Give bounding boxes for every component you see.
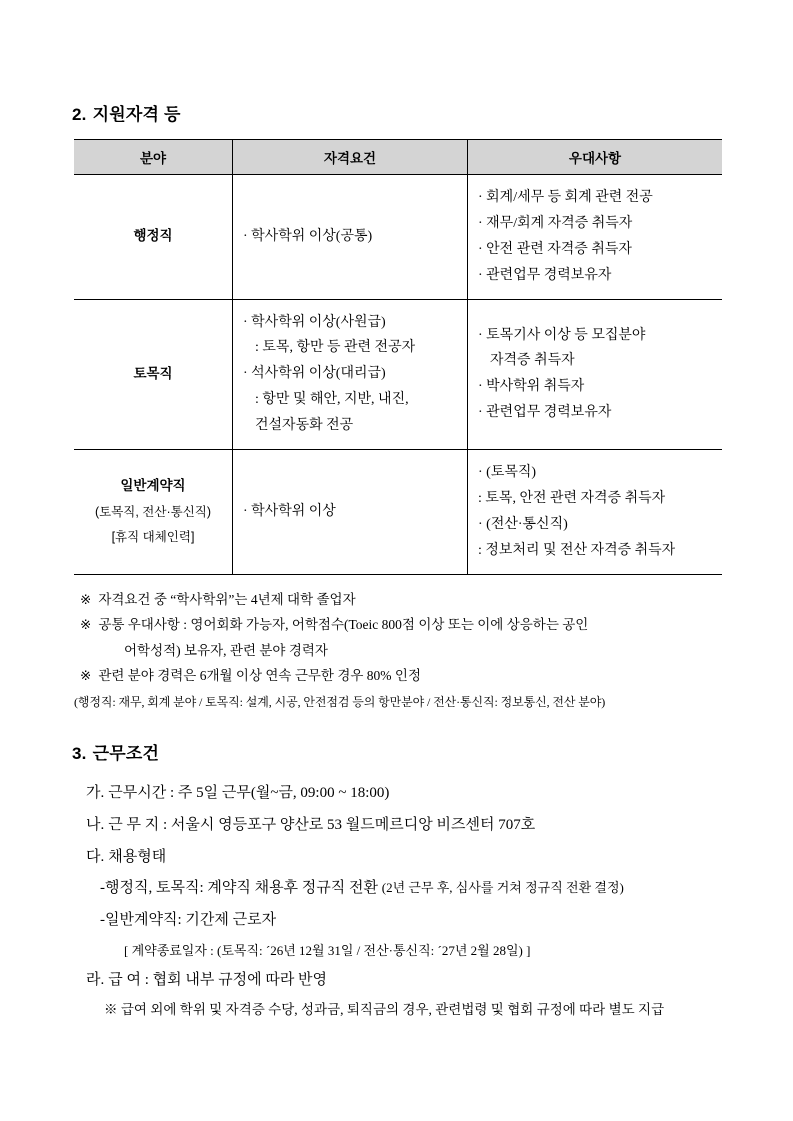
preference-line: · 관련업무 경력보유자 <box>478 267 612 283</box>
requirement-line: · 학사학위 이상(사원급) <box>243 314 386 330</box>
row-requirements-civil <box>233 299 468 449</box>
preference-line: · (전산·통신직) <box>478 516 568 532</box>
condition-text: 채용형태 <box>108 848 167 865</box>
salary-note: ※ 급여 외에 학위 및 자격증 수당, 성과금, 퇴직금의 경우, 관련법령 및 협회 규정에 따라 별도 지급 <box>104 1002 665 1018</box>
table-row <box>74 450 722 575</box>
field-label: 행정직 <box>133 228 173 244</box>
note-text: 관련 분야 경력은 6개월 이상 연속 근무한 경우 80% 인정 <box>98 668 422 684</box>
note-item <box>80 588 721 612</box>
note-parenthetical: (행정직: 재무, 회계 분야 / 토목직: 설계, 시공, 안전점검 등의 항만분야 / 전산·통신직: 정보통신, 전산 분야) <box>74 695 606 710</box>
row-preferences-civil <box>468 299 723 449</box>
dash-mark: - <box>100 912 105 929</box>
work-conditions-list <box>86 778 721 1025</box>
preference-line: : 정보처리 및 전산 자격증 취득자 <box>478 542 676 558</box>
preference-line: 자격증 취득자 <box>490 353 575 369</box>
field-sublabel-2: [휴직 대체인력] <box>111 530 195 545</box>
note-item <box>80 664 721 688</box>
row-field-contract <box>74 450 233 575</box>
field-label: 토목직 <box>133 365 173 381</box>
row-preferences-contract <box>468 450 723 575</box>
condition-item <box>86 965 721 997</box>
note-mark-icon: ※ <box>80 591 92 607</box>
condition-label: 다. <box>86 848 105 865</box>
preference-line: · 관련업무 경력보유자 <box>478 405 612 421</box>
note-text: 공통 우대사항 : 영어회화 가능자, 어학점수(Toeic 800점 이상 또는 이에 상응하는 공인 <box>98 617 589 633</box>
preference-line: · 회계/세무 등 회계 관련 전공 <box>478 190 653 205</box>
requirement-line: : 토목, 항만 등 관련 전공자 <box>255 340 416 356</box>
row-requirements-contract <box>233 450 468 575</box>
condition-item <box>86 778 721 810</box>
preference-line: · 안전 관련 자격증 취득자 <box>478 241 632 257</box>
note-continuation: 어학성적) 보유자, 관련 분야 경력자 <box>124 642 328 658</box>
row-requirements-admin <box>233 175 468 300</box>
field-label: 일반계약직 <box>120 478 186 494</box>
table-header-preferences: 우대사항 <box>468 140 723 175</box>
dash-text-small: (2년 근무 후, 심사를 거쳐 정규직 전환 결정) <box>381 880 624 896</box>
requirement-line: · 석사학위 이상(대리급) <box>243 366 386 382</box>
qualification-notes <box>74 588 721 714</box>
requirement-line: : 항만 및 해안, 지반, 내진, <box>255 392 409 408</box>
contract-end-date-note: [ 계약종료일자 : (토목직: ´26년 12월 31일 / 전산·통신직: ´27년 2월 28일) ] <box>124 943 531 959</box>
condition-item <box>86 810 721 842</box>
section-3 <box>72 739 721 1025</box>
note-item <box>80 613 721 637</box>
preference-line: · (토목직) <box>478 465 537 481</box>
requirement-line: · 학사학위 이상 <box>243 503 336 519</box>
row-field-civil <box>74 299 233 449</box>
requirement-line: 건설자동화 전공 <box>255 418 354 434</box>
table-row <box>74 175 722 300</box>
section-3-heading-text: 근무조건 <box>92 744 160 764</box>
note-text: 자격요건 중 “학사학위”는 4년제 대학 졸업자 <box>98 591 356 607</box>
condition-text: 급 여 : 협회 내부 규정에 따라 반영 <box>108 971 328 988</box>
section-2-heading-text: 지원자격 등 <box>92 105 181 124</box>
requirement-line: · 학사학위 이상(공통) <box>243 228 373 244</box>
note-mark-icon: ※ <box>80 617 92 633</box>
table-row <box>74 299 722 449</box>
condition-item <box>86 842 721 874</box>
table-header-field: 분야 <box>74 140 233 175</box>
condition-label: 가. <box>86 785 105 802</box>
note-mark-icon: ※ <box>80 668 92 684</box>
condition-label: 나. <box>86 816 105 833</box>
section-2-title <box>72 100 721 125</box>
section-3-title <box>72 739 721 764</box>
dash-text: 행정직, 토목직: 계약직 채용후 정규직 전환 <box>105 880 382 897</box>
section-2-number: 2. <box>72 105 87 124</box>
condition-label: 라. <box>86 971 105 988</box>
condition-text: 근 무 지 : 서울시 영등포구 양산로 53 월드메르디앙 비즈센터 707호 <box>108 816 536 833</box>
dash-text: 일반계약직: 기간제 근로자 <box>105 912 277 929</box>
section-3-number: 3. <box>72 744 87 764</box>
field-sublabel: (토목직, 전산·통신직) <box>94 505 212 520</box>
table-header-row <box>74 140 722 175</box>
preference-line: · 토목기사 이상 등 모집분야 <box>478 327 646 343</box>
qualification-table <box>74 139 722 575</box>
dash-mark: - <box>100 880 105 897</box>
preference-line: : 토목, 안전 관련 자격증 취득자 <box>478 490 666 506</box>
table-header-requirements: 자격요건 <box>233 140 468 175</box>
row-preferences-admin <box>468 175 723 300</box>
preference-line: · 박사학위 취득자 <box>478 379 585 395</box>
condition-subitem <box>86 905 721 937</box>
condition-subitem <box>86 873 721 905</box>
condition-text: 근무시간 : 주 5일 근무(월~금, 09:00 ~ 18:00) <box>108 785 390 802</box>
preference-line: · 재무/회계 자격증 취득자 <box>478 215 633 231</box>
row-field-admin <box>74 175 233 300</box>
